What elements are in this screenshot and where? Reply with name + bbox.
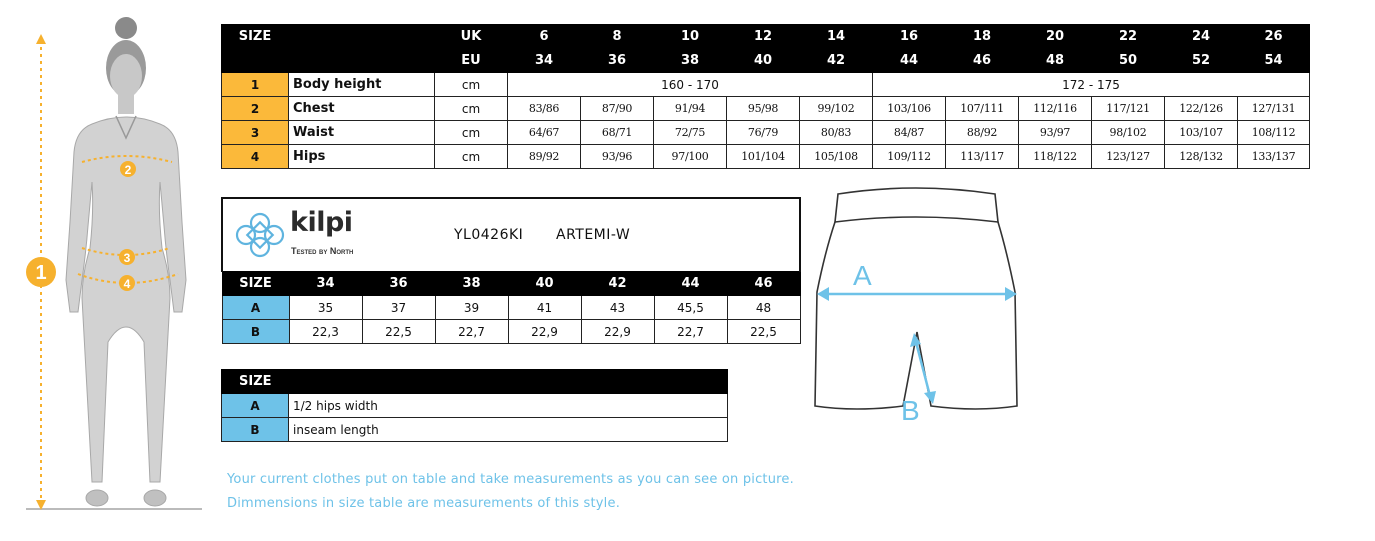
knot-logo-icon xyxy=(232,211,288,259)
row-key: A xyxy=(222,296,289,320)
measure-value: 22,5 xyxy=(727,320,800,344)
eu-size: 52 xyxy=(1165,49,1238,73)
legend-key: A xyxy=(222,394,289,418)
uk-size: 18 xyxy=(946,25,1019,49)
row-number: 4 xyxy=(222,145,289,169)
measure-value: 37 xyxy=(362,296,435,320)
hips-row xyxy=(222,145,1310,169)
size-chart-table xyxy=(221,24,1310,169)
product-size: 36 xyxy=(362,272,435,296)
measure-value: 45,5 xyxy=(654,296,727,320)
uk-size: 10 xyxy=(654,25,727,49)
row-key: B xyxy=(222,320,289,344)
row-label: Waist xyxy=(289,121,435,145)
product-code: YL0426KI xyxy=(454,227,524,243)
svg-text:2: 2 xyxy=(124,163,132,177)
chest-row xyxy=(222,97,1310,121)
chest-value: 103/106 xyxy=(873,97,946,121)
label-a: A xyxy=(853,260,872,291)
legend-text: 1/2 hips width xyxy=(289,394,728,418)
chest-value: 107/111 xyxy=(946,97,1019,121)
waist-value: 72/75 xyxy=(654,121,727,145)
chest-value: 83/86 xyxy=(508,97,581,121)
chest-value: 122/126 xyxy=(1165,97,1238,121)
waist-value: 93/97 xyxy=(1019,121,1092,145)
hips-value: 113/117 xyxy=(946,145,1019,169)
row-unit: cm xyxy=(435,97,508,121)
product-size: 42 xyxy=(581,272,654,296)
row-label: Hips xyxy=(289,145,435,169)
product-size-row xyxy=(222,272,800,296)
measure-value: 43 xyxy=(581,296,654,320)
legend-header-row xyxy=(222,370,728,394)
eu-size: 34 xyxy=(508,49,581,73)
dimensions-note: Dimmensions in size table are measurements of this style. xyxy=(227,496,621,511)
row-label: Chest xyxy=(289,97,435,121)
body-figure xyxy=(20,12,220,517)
uk-size: 16 xyxy=(873,25,946,49)
uk-size-row xyxy=(222,25,1310,49)
uk-size: 26 xyxy=(1238,25,1310,49)
chest-value: 99/102 xyxy=(800,97,873,121)
eu-size: 48 xyxy=(1019,49,1092,73)
measure-value: 22,9 xyxy=(581,320,654,344)
shorts-diagram xyxy=(805,182,1030,427)
badge-hips xyxy=(119,275,135,291)
hips-value: 93/96 xyxy=(581,145,654,169)
row-label: Body height xyxy=(289,73,435,97)
product-name: ARTEMI-W xyxy=(556,227,631,243)
eu-header: EU xyxy=(435,49,508,73)
legend-b-row xyxy=(222,418,728,442)
svg-text:4: 4 xyxy=(123,277,131,291)
chest-value: 112/116 xyxy=(1019,97,1092,121)
eu-size: 40 xyxy=(727,49,800,73)
measure-value: 22,7 xyxy=(654,320,727,344)
legend-key: B xyxy=(222,418,289,442)
measure-value: 35 xyxy=(289,296,362,320)
chest-value: 95/98 xyxy=(727,97,800,121)
svg-text:1: 1 xyxy=(35,262,47,284)
product-size: 34 xyxy=(289,272,362,296)
uk-header: UK xyxy=(435,25,508,49)
uk-size: 12 xyxy=(727,25,800,49)
measure-value: 39 xyxy=(435,296,508,320)
chest-value: 91/94 xyxy=(654,97,727,121)
chest-value: 127/131 xyxy=(1238,97,1310,121)
product-size: 40 xyxy=(508,272,581,296)
eu-size: 54 xyxy=(1238,49,1310,73)
product-size: 38 xyxy=(435,272,508,296)
badge-waist xyxy=(119,249,135,265)
measure-value: 41 xyxy=(508,296,581,320)
body-height-row xyxy=(222,73,1310,97)
measure-value: 22,3 xyxy=(289,320,362,344)
measure-b-row xyxy=(222,320,800,344)
hips-value: 101/104 xyxy=(727,145,800,169)
height-range-cell: 172 - 175 xyxy=(873,73,1310,97)
svg-text:3: 3 xyxy=(123,251,131,265)
eu-size: 44 xyxy=(873,49,946,73)
uk-size: 6 xyxy=(508,25,581,49)
eu-size: 46 xyxy=(946,49,1019,73)
size-header: SIZE xyxy=(222,272,289,296)
waist-row xyxy=(222,121,1310,145)
uk-size: 22 xyxy=(1092,25,1165,49)
waist-value: 76/79 xyxy=(727,121,800,145)
legend-text: inseam length xyxy=(289,418,728,442)
waist-value: 103/107 xyxy=(1165,121,1238,145)
measure-value: 22,7 xyxy=(435,320,508,344)
measure-value: 22,5 xyxy=(362,320,435,344)
hips-value: 109/112 xyxy=(873,145,946,169)
brand-name: kilpi xyxy=(290,207,353,238)
waist-value: 84/87 xyxy=(873,121,946,145)
measure-a-arrow xyxy=(817,287,1017,301)
brand-logo xyxy=(232,209,372,265)
waist-value: 68/71 xyxy=(581,121,654,145)
brand-tagline: Tested by North xyxy=(291,246,354,256)
hips-value: 89/92 xyxy=(508,145,581,169)
hips-value: 97/100 xyxy=(654,145,727,169)
uk-size: 24 xyxy=(1165,25,1238,49)
hips-value: 105/108 xyxy=(800,145,873,169)
instruction-note: Your current clothes put on table and take measurements as you can see on picture. xyxy=(227,472,794,487)
uk-size: 14 xyxy=(800,25,873,49)
row-number: 3 xyxy=(222,121,289,145)
badge-height xyxy=(26,257,56,287)
measure-legend-table xyxy=(221,369,728,442)
measure-b-arrow xyxy=(910,333,936,404)
measure-a-row xyxy=(222,296,800,320)
row-number: 2 xyxy=(222,97,289,121)
hips-value: 118/122 xyxy=(1019,145,1092,169)
product-size: 46 xyxy=(727,272,800,296)
row-number: 1 xyxy=(222,73,289,97)
chest-value: 87/90 xyxy=(581,97,654,121)
size-header: SIZE xyxy=(222,25,289,49)
waist-value: 88/92 xyxy=(946,121,1019,145)
legend-header: SIZE xyxy=(222,370,728,394)
eu-size-row xyxy=(222,49,1310,73)
measure-value: 22,9 xyxy=(508,320,581,344)
eu-size: 50 xyxy=(1092,49,1165,73)
eu-size: 36 xyxy=(581,49,654,73)
eu-size: 42 xyxy=(800,49,873,73)
product-size: 44 xyxy=(654,272,727,296)
waist-value: 64/67 xyxy=(508,121,581,145)
waist-value: 80/83 xyxy=(800,121,873,145)
measure-value: 48 xyxy=(727,296,800,320)
uk-size: 8 xyxy=(581,25,654,49)
row-unit: cm xyxy=(435,73,508,97)
height-range-cell: 160 - 170 xyxy=(508,73,873,97)
brand-row xyxy=(222,198,800,272)
hips-value: 123/127 xyxy=(1092,145,1165,169)
legend-a-row xyxy=(222,394,728,418)
uk-size: 20 xyxy=(1019,25,1092,49)
chest-value: 117/121 xyxy=(1092,97,1165,121)
waist-value: 108/112 xyxy=(1238,121,1310,145)
row-unit: cm xyxy=(435,145,508,169)
badge-chest xyxy=(120,161,136,177)
label-b: B xyxy=(901,395,920,426)
hips-value: 133/137 xyxy=(1238,145,1310,169)
hips-value: 128/132 xyxy=(1165,145,1238,169)
row-unit: cm xyxy=(435,121,508,145)
eu-size: 38 xyxy=(654,49,727,73)
product-measure-table xyxy=(221,197,801,344)
waist-value: 98/102 xyxy=(1092,121,1165,145)
